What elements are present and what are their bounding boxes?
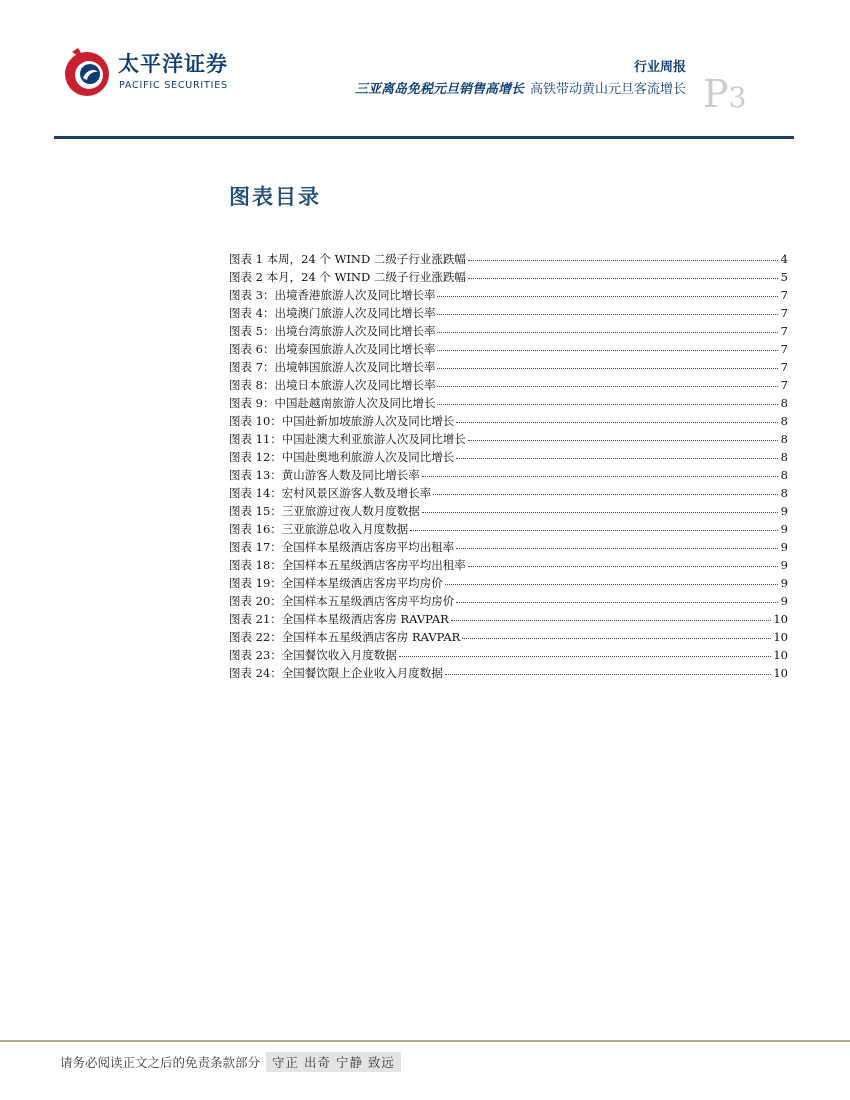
footer-divider (0, 1040, 850, 1042)
toc-dot-leader (437, 338, 778, 351)
page-number-value: 3 (728, 81, 747, 114)
toc-dot-leader (437, 302, 778, 315)
toc-dot-leader (456, 590, 778, 603)
toc-dot-leader (437, 392, 778, 405)
footer (60, 1052, 401, 1072)
toc-dot-leader (468, 554, 778, 567)
toc-dot-leader (468, 428, 778, 441)
toc-entry-page[interactable]: 9 (780, 540, 788, 554)
report-title (355, 78, 686, 97)
brand-name-cn: 太平洋证券 (118, 52, 228, 76)
page-number-prefix: P (703, 72, 729, 116)
toc-entry-label[interactable]: 图表 18：全国样本五星级酒店客房平均出租率 (229, 558, 466, 572)
toc-entry-page[interactable]: 10 (773, 648, 788, 662)
toc-entry-page[interactable]: 9 (780, 504, 788, 518)
report-title-main: 三亚离岛免税元旦销售高增长 (354, 82, 524, 97)
toc-entry-label[interactable]: 图表 13：黄山游客人数及同比增长率 (229, 468, 420, 482)
toc-entry-page[interactable]: 9 (780, 522, 788, 536)
brand-name-en: PACIFIC SECURITIES (119, 80, 228, 91)
toc-entry-label[interactable]: 图表 20：全国样本五星级酒店客房平均房价 (229, 594, 455, 608)
toc-dot-leader (468, 248, 778, 261)
header-divider (54, 136, 794, 139)
toc-entry-page[interactable]: 7 (780, 306, 788, 320)
toc-entry-label[interactable]: 图表 3：出境香港旅游人次及同比增长率 (229, 288, 436, 302)
toc-dot-leader (462, 626, 771, 639)
toc-dot-leader (422, 500, 778, 513)
toc-entry-label[interactable]: 图表 17：全国样本星级酒店客房平均出租率 (229, 540, 455, 554)
toc-dot-leader (410, 518, 778, 531)
toc-entry-page[interactable]: 7 (780, 360, 788, 374)
toc-dot-leader (451, 608, 772, 621)
toc-entry-page[interactable]: 8 (780, 414, 788, 428)
disclaimer-notice: 请务必阅读正文之后的免责条款部分 (60, 1055, 261, 1070)
page-number (703, 74, 746, 118)
toc-entry-page[interactable]: 8 (780, 468, 788, 482)
toc-dot-leader (437, 320, 778, 333)
toc-entry-label[interactable]: 图表 15：三亚旅游过夜人数月度数据 (229, 504, 420, 518)
report-title-sub: 高铁带动黄山元旦客流增长 (529, 82, 686, 97)
toc-dot-leader (437, 356, 778, 369)
toc-dot-leader (422, 464, 778, 477)
company-logo (60, 42, 240, 102)
toc-entry-label[interactable]: 图表 1 本周，24 个 WIND 二级子行业涨跌幅 (229, 252, 466, 266)
toc-dot-leader (399, 644, 772, 657)
toc-entry-page[interactable]: 9 (780, 576, 788, 590)
toc-entry-page[interactable]: 10 (773, 630, 788, 644)
toc-entry-label[interactable]: 图表 5：出境台湾旅游人次及同比增长率 (229, 324, 436, 338)
toc-entry-label[interactable]: 图表 16：三亚旅游总收入月度数据 (229, 522, 409, 536)
toc-entry-page[interactable]: 10 (773, 666, 788, 680)
toc-entry-label[interactable]: 图表 9：中国赴越南旅游人次及同比增长 (229, 396, 436, 410)
toc-entry-label[interactable]: 图表 24：全国餐饮限上企业收入月度数据 (229, 666, 443, 680)
toc-entry-label[interactable]: 图表 23：全国餐饮收入月度数据 (229, 648, 397, 662)
toc-entry-label[interactable]: 图表 11：中国赴澳大利亚旅游人次及同比增长 (229, 432, 466, 446)
toc-entry-page[interactable]: 10 (773, 612, 788, 626)
toc-entry-label[interactable]: 图表 21：全国样本星级酒店客房 RAVPAR (229, 612, 449, 626)
toc-entry-label[interactable]: 图表 4：出境澳门旅游人次及同比增长率 (229, 306, 436, 320)
toc-dot-leader (456, 536, 778, 549)
company-motto: 守正 出奇 宁静 致远 (266, 1052, 401, 1072)
toc-entry-page[interactable]: 8 (780, 486, 788, 500)
toc-entry-page[interactable]: 8 (780, 396, 788, 410)
toc-list (229, 250, 788, 682)
toc-entry[interactable] (229, 664, 788, 682)
toc-dot-leader (468, 266, 778, 279)
toc-entry-label[interactable]: 图表 22：全国样本五星级酒店客房 RAVPAR (229, 630, 461, 644)
toc-entry-page[interactable]: 7 (780, 324, 788, 338)
toc-dot-leader (445, 572, 778, 585)
toc-dot-leader (456, 446, 778, 459)
toc-entry-label[interactable]: 图表 12：中国赴奥地利旅游人次及同比增长 (229, 450, 455, 464)
toc-entry-label[interactable]: 图表 19：全国样本星级酒店客房平均房价 (229, 576, 443, 590)
pacific-securities-logo-icon (60, 44, 112, 100)
toc-dot-leader (456, 410, 778, 423)
toc-entry-page[interactable]: 7 (780, 288, 788, 302)
toc-entry-page[interactable]: 8 (780, 432, 788, 446)
toc-entry-page[interactable]: 5 (780, 270, 788, 284)
toc-entry-page[interactable]: 9 (780, 558, 788, 572)
toc-entry-label[interactable]: 图表 6：出境泰国旅游人次及同比增长率 (229, 342, 436, 356)
toc-entry-label[interactable]: 图表 8：出境日本旅游人次及同比增长率 (229, 378, 436, 392)
toc-dot-leader (437, 284, 778, 297)
report-type: 行业周报 (633, 60, 686, 75)
toc-entry-page[interactable]: 4 (780, 252, 788, 266)
toc-entry-page[interactable]: 7 (780, 342, 788, 356)
toc-entry-label[interactable]: 图表 14：宏村风景区游客人数及增长率 (229, 486, 432, 500)
toc-entry-label[interactable]: 图表 2 本月，24 个 WIND 二级子行业涨跌幅 (229, 270, 466, 284)
toc-heading: 图表目录 (229, 185, 321, 209)
toc-entry-page[interactable]: 9 (780, 594, 788, 608)
toc-entry-page[interactable]: 7 (780, 378, 788, 392)
toc-entry-label[interactable]: 图表 7：出境韩国旅游人次及同比增长率 (229, 360, 436, 374)
toc-entry-page[interactable]: 8 (780, 450, 788, 464)
toc-dot-leader (445, 662, 772, 675)
toc-entry-label[interactable]: 图表 10：中国赴新加坡旅游人次及同比增长 (229, 414, 455, 428)
toc-dot-leader (433, 482, 778, 495)
toc-dot-leader (437, 374, 778, 387)
